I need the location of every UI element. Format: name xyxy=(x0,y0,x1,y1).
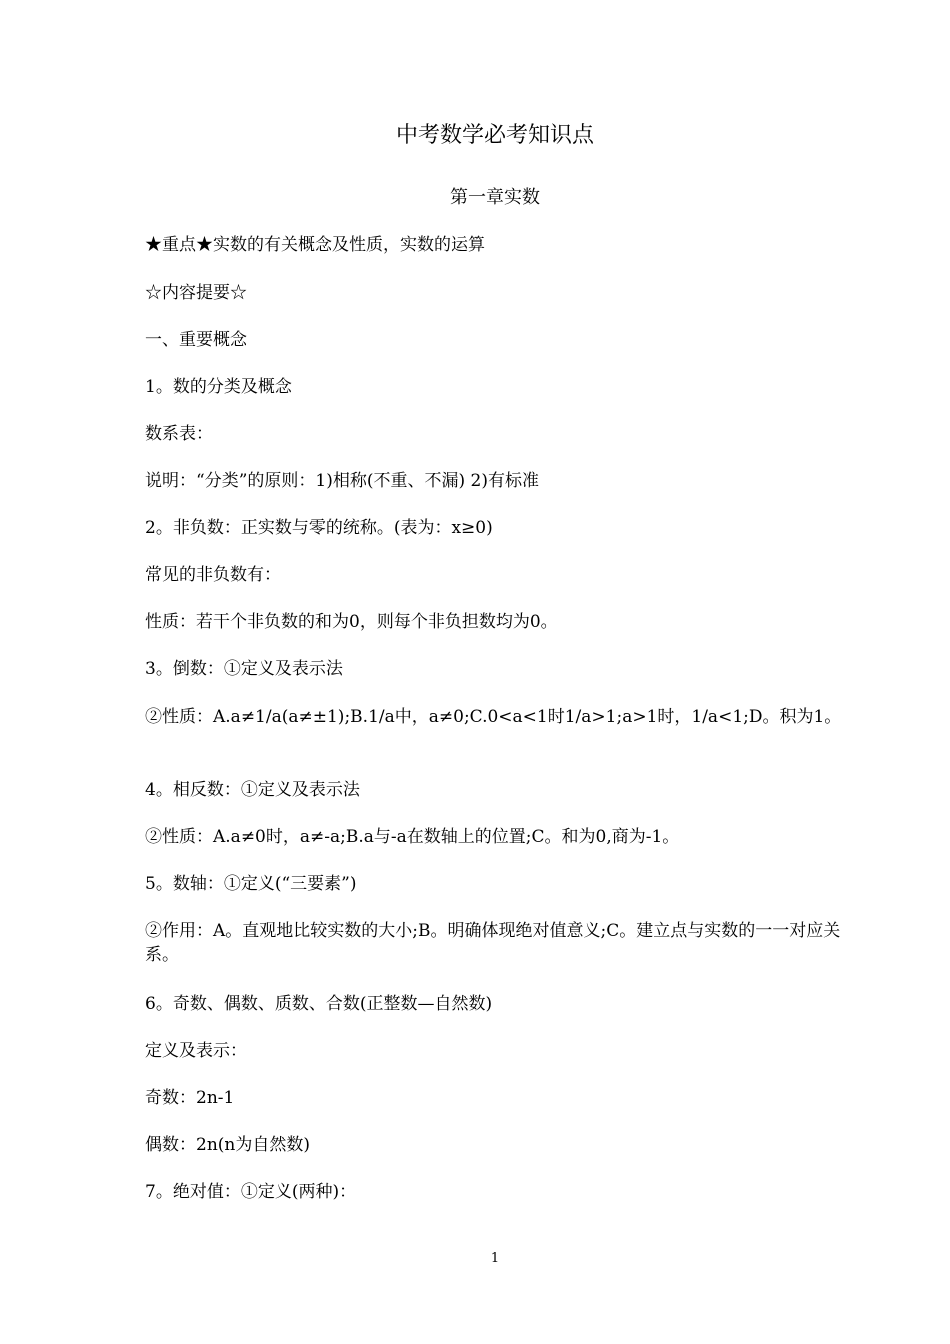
paragraph-line: 2。非负数：正实数与零的统称。(表为：x≥0) xyxy=(145,518,493,538)
paragraph-line: 奇数：2n-1 xyxy=(145,1088,235,1108)
paragraph-line: ②作用：A。直观地比较实数的大小;B。明确体现绝对值意义;C。建立点与实数的一一对应关系。 xyxy=(145,921,841,965)
paragraph-line: 4。相反数：①定义及表示法 xyxy=(145,780,360,800)
section-heading: 一、重要概念 xyxy=(145,330,247,350)
paragraph-line: 说明：“分类”的原则：1)相称(不重、不漏) 2)有标准 xyxy=(145,471,539,491)
content-summary-line: ☆内容提要☆ xyxy=(145,283,247,303)
paragraph-line: 1。数的分类及概念 xyxy=(145,377,292,397)
paragraph-line: 常见的非负数有： xyxy=(145,565,281,585)
paragraph-line: 偶数：2n(n为自然数) xyxy=(145,1135,310,1155)
key-points-line: ★重点★实数的有关概念及性质，实数的运算 xyxy=(145,235,485,255)
paragraph-line: 性质：若干个非负数的和为0，则每个非负担数均为0。 xyxy=(145,612,558,632)
paragraph-line: 6。奇数、偶数、质数、合数(正整数—自然数) xyxy=(145,994,493,1014)
paragraph-line: ②性质：A.a≠0时，a≠-a;B.a与-a在数轴上的位置;C。和为0,商为-1。 xyxy=(145,827,680,847)
paragraph-line: ②性质：A.a≠1/a(a≠±1);B.1/a中，a≠0;C.0<a<1时1/a>1;a>1时，1/a<1;D。积为1。 xyxy=(145,707,842,727)
page-number: 1 xyxy=(490,1251,500,1266)
paragraph-line: 数系表： xyxy=(145,424,213,444)
document-title: 中考数学必考知识点 xyxy=(395,123,594,148)
paragraph-line: 定义及表示： xyxy=(145,1041,247,1061)
paragraph-line: 7。绝对值：①定义(两种)： xyxy=(145,1182,357,1202)
paragraph-line: 3。倒数：①定义及表示法 xyxy=(145,659,343,679)
chapter-heading: 第一章实数 xyxy=(450,187,540,208)
paragraph-line: 5。数轴：①定义(“三要素”) xyxy=(145,874,357,894)
